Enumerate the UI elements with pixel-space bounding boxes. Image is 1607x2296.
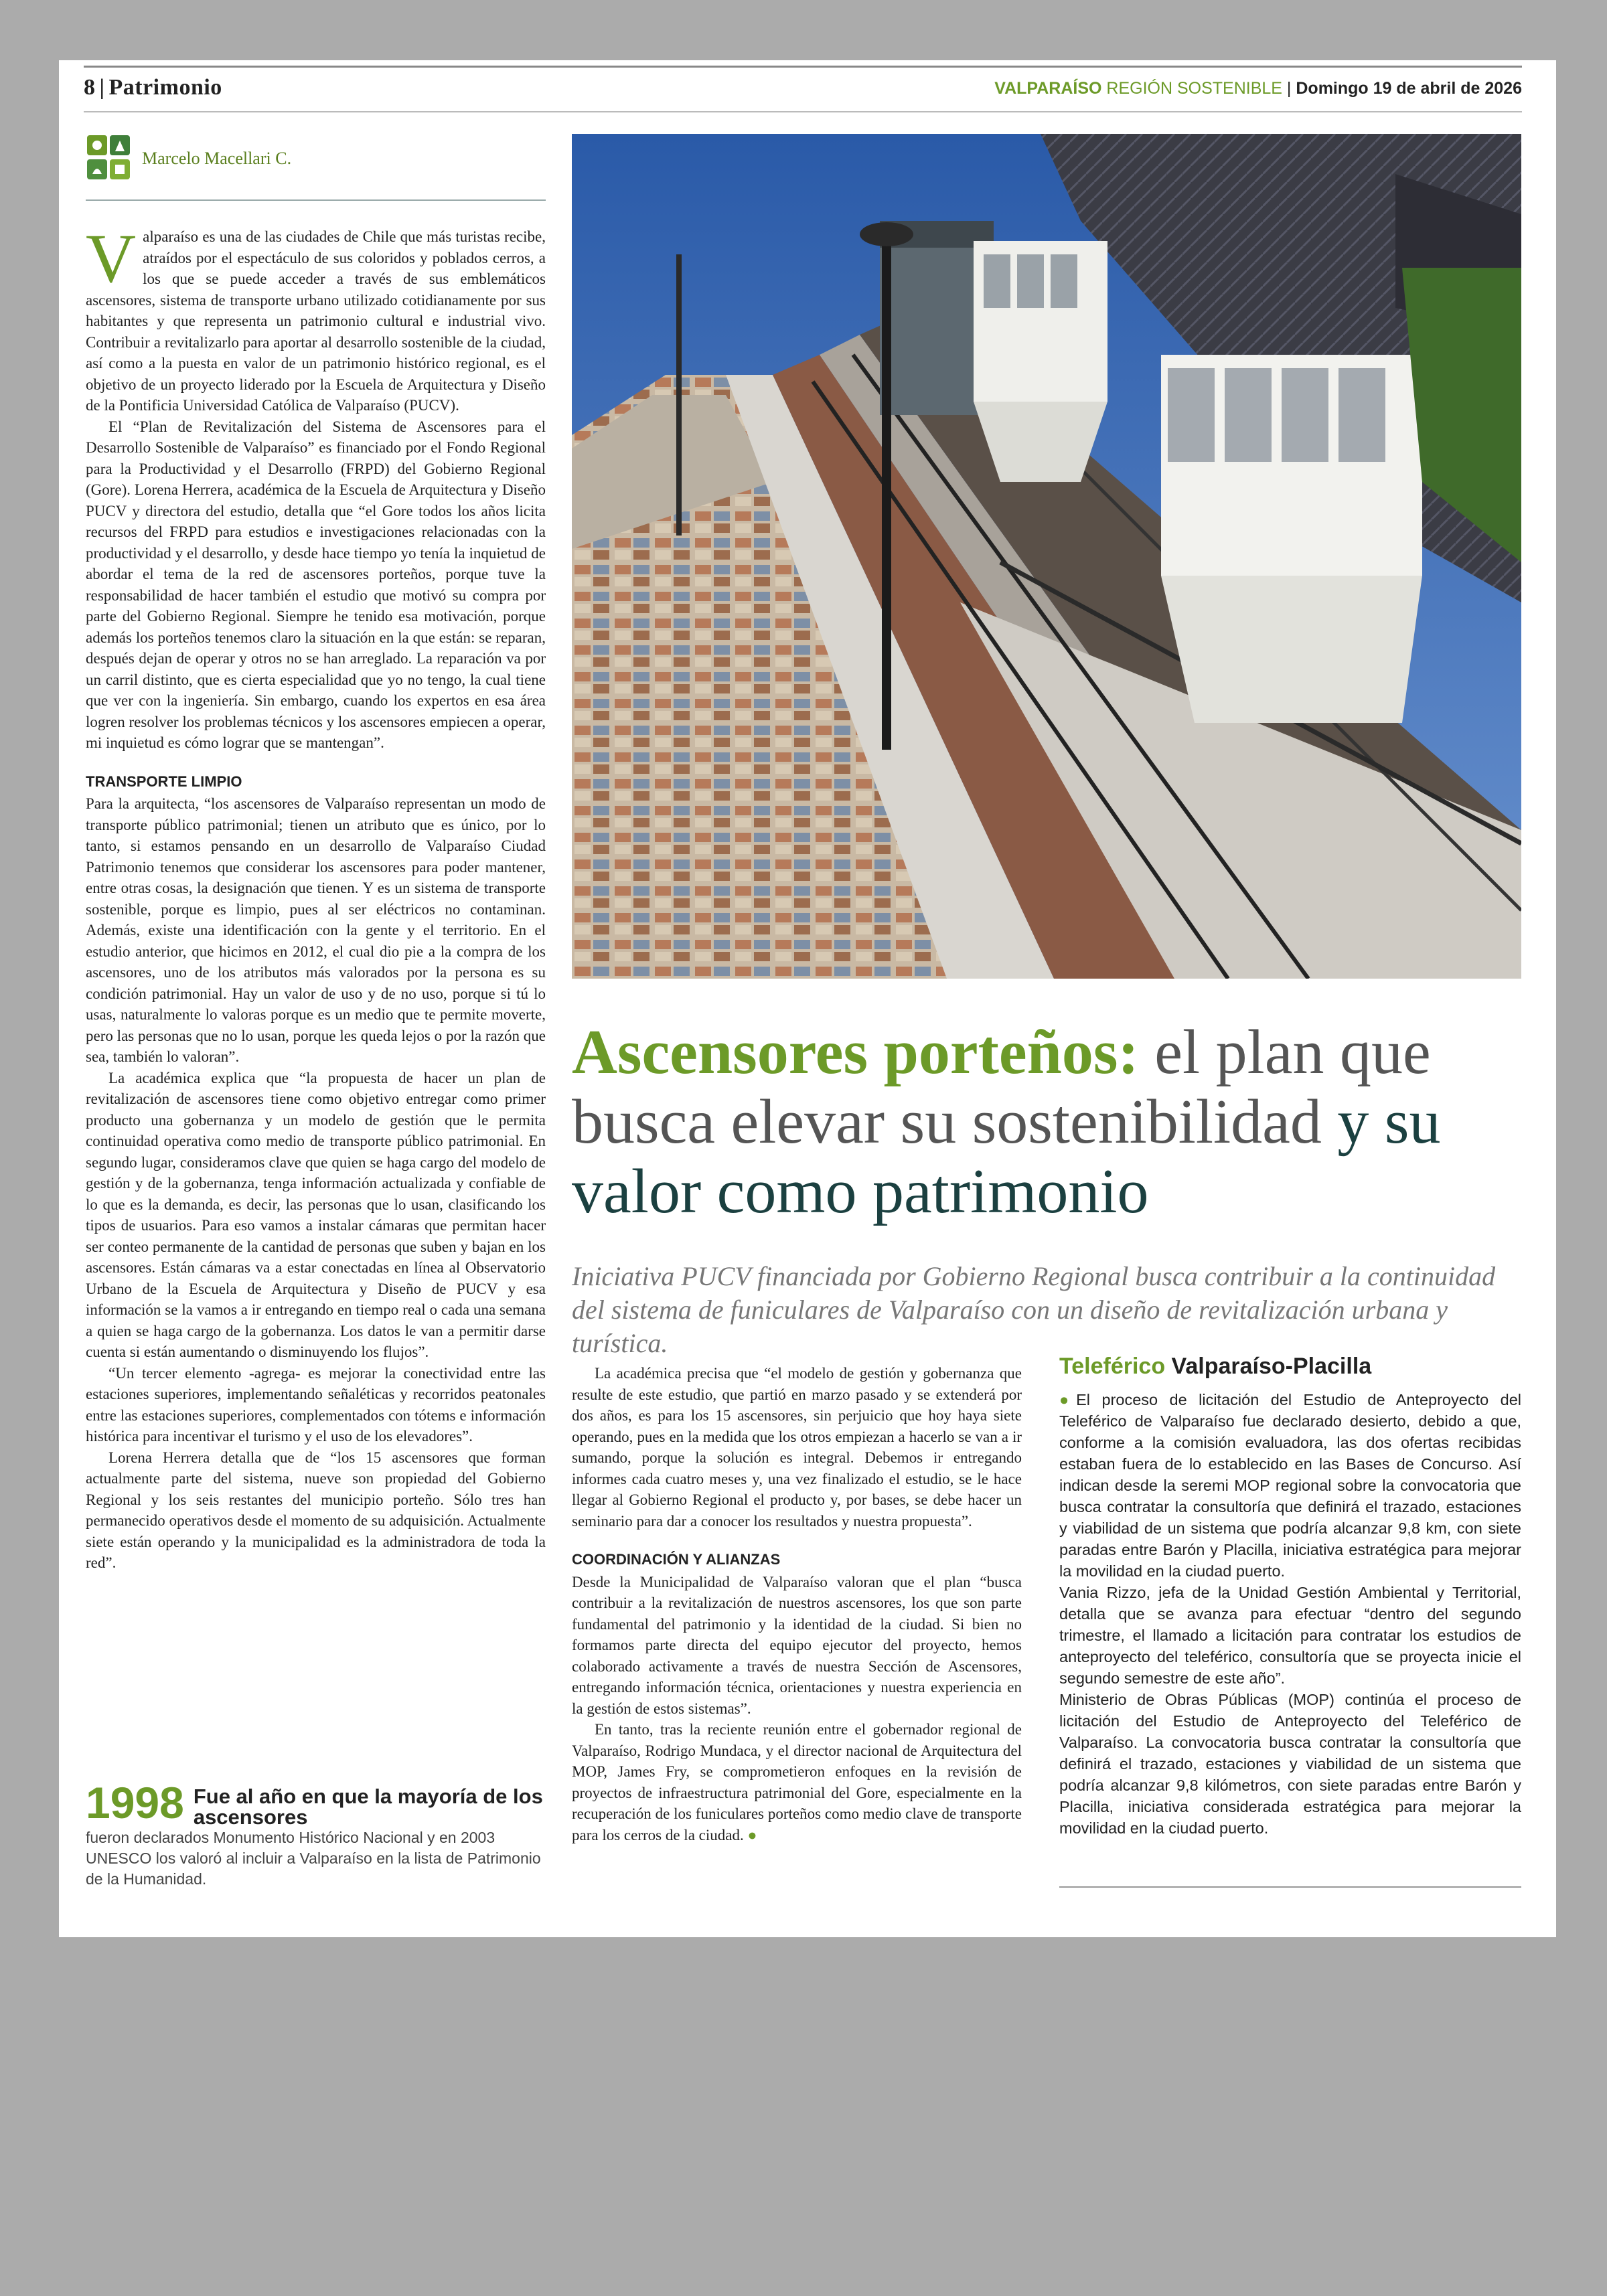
author-byline	[86, 134, 541, 187]
sidebar-rule	[1059, 1886, 1521, 1888]
article-paragraph: La académica precisa que “el modelo de gestión y gobernanza que resulte de este estudio, que partió en marzo pasado y se extenderá por dos años, es para los 15 ascensores, sin perjuicio que hoy haya siete operando, pues en la medida que los otros empiezan a hacerlo se van a ir sumando, porque la solución es integral. Debemos ir entregando informes cada cuatro meses y, una vez finalizado el estudio, se le hace llegar al Gobierno Regional el producto y, por bases, se debe hacer un seminario para dar a conocer los resultados y nuestra propuesta”.	[572, 1365, 1022, 1530]
section-name: Patrimonio	[108, 75, 222, 100]
publication-info	[994, 79, 1522, 98]
fact-box	[86, 1778, 548, 1890]
header-underline	[84, 111, 1522, 112]
article-column-2	[572, 1363, 1022, 1846]
funicular-photo	[572, 134, 1521, 979]
sidebar-title-highlight: Teleférico	[1059, 1354, 1166, 1379]
sustainability-logo-icon	[86, 134, 131, 183]
date-separator: |	[1286, 79, 1292, 98]
sidebar-teleferico	[1059, 1354, 1521, 1839]
brand-subtitle: REGIÓN SOSTENIBLE	[1106, 79, 1282, 98]
fact-text: fueron declarados Monumento Histórico Nacional y en 2003 UNESCO los valoró al incluir a Valparaíso en la lista de Patrimonio de la Humanidad.	[86, 1829, 541, 1888]
sidebar-title	[1059, 1354, 1521, 1380]
article-paragraph: La académica explica que “la propuesta de hacer un plan de revitalización de ascensores tiene como objetivo entregar como primer producto una gobernanza y un modelo de gestión que le permita continuidad operativa como medio de transporte público patrimonial. En segundo lugar, consideramos clave que quien se haga cargo del modelo de gestión y de la gobernanza, tenga información actualizada y confiable de lo que es la demanda, es decir, las personas que lo usan, clasificando los tipos de usuarios. Para eso vamos a instalar cámaras que permitan hacer ser conteo permanente de la cantidad de personas que suben y bajan en los ascensores. Están cámaras va a estar conectadas en línea al Observatorio Urbano de la Escuela de Arquitectura y Diseño de PUCV y esa información se la vamos a ir entregando en tiempo real o cada una semana a quien se haga cargo de la gobernanza. Los datos le van a permitir darse cuenta si están aumentando o disminuyendo los flujos”.	[86, 1069, 546, 1360]
bullet-icon: ●	[1059, 1391, 1077, 1408]
issue-date: Domingo 19 de abril de 2026	[1296, 79, 1522, 98]
article-paragraph: Desde la Municipalidad de Valparaíso valoran que el plan “busca contribuir a la revitalización de nuestros ascensores, los que son parte fundamental del patrimonio y la identidad de la ciudad. Si bien no formamos parte directa del equipo ejecutor del proyecto, hemos colaborado activamente a través de nuestra Sección de Ascensores, entregando información técnica, orientaciones y nuestra experiencia en la gestión de estos sistemas”.	[572, 1573, 1022, 1717]
page-folio	[84, 75, 222, 100]
article-paragraph	[86, 220, 546, 416]
article-column-1	[86, 220, 546, 1574]
drop-cap: V	[86, 220, 137, 297]
sidebar-paragraph	[1059, 1389, 1521, 1582]
sidebar-title-rest: Valparaíso-Placilla	[1165, 1354, 1372, 1379]
sidebar-paragraph: Vania Rizzo, jefa de la Unidad Gestión Ambiental y Territorial, detalla que se avanza para efectuar “dentro del segundo trimestre, el llamado a licitación para contratar los estudios de anteproyecto del teleférico, consultoría que se proyecta inicie el segundo semestre de este año”.	[1059, 1584, 1521, 1687]
article-paragraph: “Un tercer elemento -agrega- es mejorar la conectividad entre las estaciones superiores, implementando señaléticas y recorridos peatonales entre las estaciones superiores, complementados con tótems e información histórica para incentivar el turismo y el uso de los elevadores”.	[86, 1364, 546, 1445]
paragraph-text: alparaíso es una de las ciudades de Chile que más turistas recibe, atraídos por el espectáculo de sus coloridos y poblados cerros, a los que se puede acceder a través de sus emblemáticos ascensores, sistema de transporte urbano utilizado cotidianamente por sus habitantes y que representa un patrimonio cultural e industrial vivo. Contribuir a revitalizarlo para aportar al desarrollo sostenible de la ciudad, así como a la puesta en valor de un patrimonio histórico regional, es el objetivo de un proyecto liderado por la Escuela de Arquitectura y Diseño de la Pontificia Universidad Católica de Valparaíso (PUCV).	[86, 228, 546, 414]
headline-highlight: Ascensores porteños:	[572, 1017, 1139, 1087]
subheadline-deck: Iniciativa PUCV financiada por Gobierno Regional busca contribuir a la continuidad del sistema de funiculares de Valparaíso con un diseño de revitalización urbana y turística.	[572, 1261, 1496, 1358]
paragraph-text: En tanto, tras la reciente reunión entre el gobernador regional de Valparaíso, Rodrigo Mundaca, y el director nacional de Arquitectura del MOP, James Fry, se comprometieron enfoques en la revisión de proyectos de infraestructura patrimonial del Gore, especialmente en la recuperación de los funiculares porteños como medio clave de transporte para los cerros de la ciudad.	[572, 1721, 1022, 1843]
article-paragraph: Lorena Herrera detalla que de “los 15 ascensores que forman actualmente parte del sistema, nueve son propiedad del Gobierno Regional y los seis restantes del municipio porteño. Sólo tres han permanecido operativos desde el momento de su adquisición. Actualmente siete están operando y la municipalidad es la administradora de toda la red”.	[86, 1449, 546, 1571]
article-paragraph: El “Plan de Revitalización del Sistema de Ascensores para el Desarrollo Sostenible de Valparaíso” es financiado por el Fondo Regional para la Productividad y el Desarrollo (FRPD) del Gobierno Regional (Gore). Lorena Herrera, académica de la Escuela de Arquitectura y Diseño PUCV y directora del estudio, detalla que “el Gore todos los años licita recursos del FRPD para estudios e investigaciones relacionadas con la productividad y el desarrollo, y desde hace tiempo yo tenía la inquietud de abordar el tema de la red de ascensores porteños, porque tuve la responsabilidad de hacer también el estudio que motivó su compra por parte del Gobierno Regional. Siempre he tenido esa motivación, porque además los porteños tenemos claro la situación en la que están: se reparan, después dejan de operar y otros no se han arreglado. La reparación va por un carril distinto, que es cierta especialidad que yo no tengo, la cual tiene que ver con la ingeniería. Sin embargo, cuando los expertos en esa área logren resolver los problemas técnicos y los ascensores empiecen a operar, mi inquietud es cómo lograr que se mantengan”.	[86, 418, 546, 751]
subheading-transporte-limpio: TRANSPORTE LIMPIO	[86, 772, 242, 790]
author-last-name: Macellari C.	[204, 149, 292, 168]
headline	[572, 1017, 1521, 1226]
article-paragraph: Para la arquitecta, “los ascensores de Valparaíso representan un modo de transporte público patrimonial; tienen un atributo que es único, por lo tanto, si estamos pensando en un desarrollo de Valparaíso Ciudad Patrimonio tenemos que considerar los ascensores para poder mantener, entre otras cosas, la designación que tienen. Y es un sistema de transporte sostenible, porque es limpio, pues al ser eléctricos no contaminan. Además, existe una identificación con la gente y el territorio. En el estudio anterior, que hicimos en 2012, el cual dio pie a la compra de los ascensores, uno de los atributos más valorados por la persona es su condición patrimonial. Hay un valor de uso y de no uso, porque si tú lo usas, naturalmente lo valoras porque es un medio que te permite moverte, pero las personas que no lo usan, porque les queda lejos o por la razón que sea, también lo valoran”.	[86, 795, 546, 1065]
page-header	[84, 71, 1522, 110]
brand-name: VALPARAÍSO	[994, 79, 1102, 98]
sidebar-text: El proceso de licitación del Estudio de Anteproyecto del Teleférico de Valparaíso fue declarado desierto, debido a que, conforme a la comisión evaluadora, las dos ofertas recibidas estaban fuera de lo establecido en las Bases de Concurso. Así indican desde la seremi MOP regional sobre la convocatoria que busca contratar la consultoría que definirá el trazado, estaciones y viabilidad de un sistema que podría alcanzar 9,8 km, con siete paradas entre Barón y Placilla, iniciativa estratégica para mejorar la movilidad en la ciudad puerto.	[1059, 1391, 1521, 1580]
subheading-coordinacion: COORDINACIÓN Y ALIANZAS	[572, 1551, 781, 1568]
fact-lead: Fue al año en que la mayoría de los ascensores	[193, 1785, 543, 1829]
byline-rule	[86, 199, 546, 201]
page-number: 8	[84, 75, 96, 100]
fact-year: 1998	[86, 1778, 184, 1827]
sidebar-paragraph: Ministerio de Obras Públicas (MOP) continúa el proceso de licitación del Estudio de Anteproyecto del Teleférico de Valparaíso. La convocatoria busca contratar la consultoría que definirá el trazado, estaciones y viabilidad de un sistema que podría alcanzar 9,8 kilómetros, con siete paradas entre Barón y Placilla, iniciativa considerada estratégica para mejorar la movilidad en la ciudad puerto.	[1059, 1691, 1521, 1837]
author-name	[142, 149, 291, 169]
end-mark-icon: ●	[747, 1826, 757, 1843]
author-first-name: Marcelo	[142, 149, 200, 168]
sidebar-body	[1059, 1389, 1521, 1839]
article-paragraph	[572, 1719, 1022, 1846]
header-rule	[84, 66, 1522, 68]
headline-middle: el plan que busca elevar su sostenibilidad	[572, 1017, 1431, 1157]
headline-end: y su valor como patrimonio	[572, 1087, 1441, 1226]
folio-separator: |	[99, 75, 105, 100]
